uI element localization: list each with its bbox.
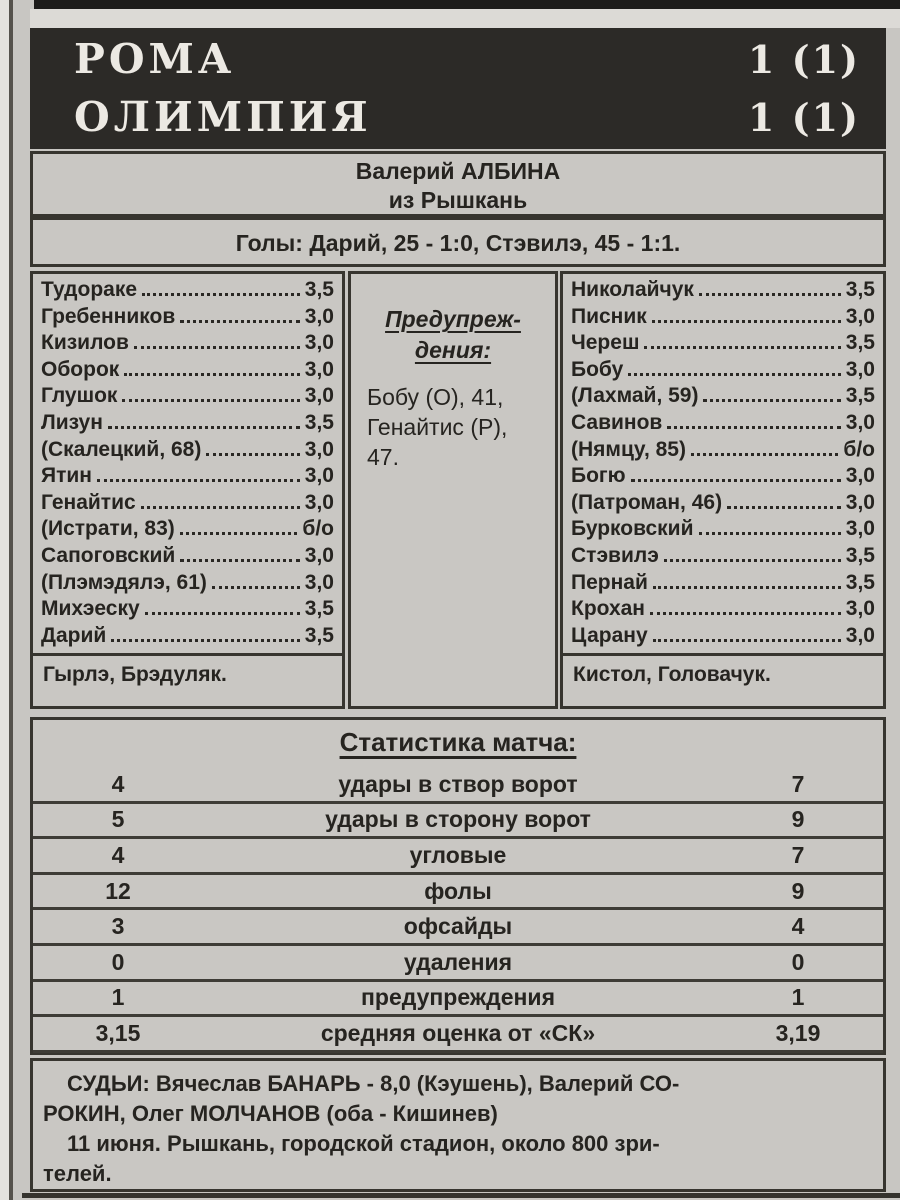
player-name: Крохан [571,597,645,621]
warnings-title-line1: Предупреж- [385,306,521,332]
away-stat-value: 1 [791,984,805,1011]
away-players-column [560,271,886,709]
player-row [571,624,875,651]
away-score-row [30,88,886,146]
reporter-name: Валерий АЛБИНА [355,158,561,184]
warning-line: Генайтис (Р), [367,414,508,440]
home-stat-value: 5 [111,806,125,833]
dotted-leader [667,426,840,429]
player-row [41,571,334,598]
home-players-column [30,271,345,709]
player-name: Череш [571,331,640,355]
player-name: Богю [571,464,626,488]
player-rating: 3,0 [845,517,875,541]
dotted-leader [703,399,840,402]
page-left-gutter [0,0,9,1200]
player-rating: б/о [302,517,334,541]
player-row [41,411,334,438]
player-name: (Лахмай, 59) [571,384,699,408]
player-rating: 3,5 [304,623,334,647]
player-name: Бурковский [571,517,694,541]
player-rating: б/о [843,437,875,461]
player-row [571,278,875,305]
away-stat-value: 4 [791,913,805,940]
player-row [571,464,875,491]
player-row [571,305,875,332]
home-stat-value: 12 [105,877,131,904]
top-gap [30,9,900,28]
bottom-rule [22,1193,900,1198]
player-row [571,544,875,571]
dotted-leader [653,586,841,589]
stat-label: средняя оценка от «СК» [320,1019,596,1046]
stat-label: удаления [403,948,513,975]
player-name: Писник [571,304,647,328]
player-row [571,358,875,385]
statistic-row [33,804,883,840]
warnings-title-line2: дения: [414,337,492,363]
statistic-row [33,768,883,804]
referees-and-venue [30,1058,886,1192]
dotted-leader [206,453,299,456]
dotted-leader [141,506,300,509]
dotted-leader [180,532,298,535]
dotted-leader [664,559,841,562]
away-stat-value: 0 [791,948,805,975]
home-reserves: Гырлэ, Брэдуляк. [43,663,227,687]
dotted-leader [180,559,299,562]
player-name: Сапоговский [41,543,176,567]
dotted-leader [97,479,300,482]
reporter-band [30,151,886,217]
player-rating: 3,0 [845,623,875,647]
stat-label: фолы [424,877,492,904]
player-rating: 3,0 [304,331,334,355]
player-rating: 3,0 [304,437,334,461]
home-score-row [30,30,886,88]
away-team-score: 1 (1) [747,94,860,140]
stat-label: удары в сторону ворот [325,806,591,833]
player-rating: 3,5 [845,278,875,301]
away-stat-value: 7 [791,841,805,868]
statistics-rows [33,768,883,1053]
player-name: Лизун [41,410,103,434]
home-team-name: РОМА [74,35,236,83]
top-black-rule [34,0,900,9]
match-score-header [30,28,886,149]
player-rating: 3,0 [845,597,875,621]
player-row [571,411,875,438]
player-rating: 3,0 [304,543,334,567]
player-name: Дарий [41,623,107,647]
warnings-title [359,304,547,366]
dotted-leader [650,612,841,615]
away-reserves: Кистол, Головачук. [573,663,771,687]
home-team-score: 1 (1) [747,36,860,82]
dotted-leader [108,426,300,429]
player-rating: 3,5 [845,570,875,594]
player-row [571,491,875,518]
dotted-leader [652,320,841,323]
player-name: Генайтис [41,490,136,514]
dotted-leader [134,346,300,349]
player-rating: 3,0 [304,304,334,328]
player-rating: 3,5 [845,331,875,355]
home-stat-value: 0 [111,948,125,975]
player-rating: 3,0 [304,384,334,408]
player-name: Оборок [41,357,120,381]
statistic-row [33,875,883,911]
match-statistics [30,717,886,1055]
dotted-leader [124,373,299,376]
dotted-leader [628,373,841,376]
away-stat-value: 9 [791,877,805,904]
column-rule [9,0,13,1200]
home-stat-value: 1 [111,984,125,1011]
player-name: Тудораке [41,278,138,301]
player-rating: 3,0 [304,357,334,381]
player-name: Бобу [571,357,624,381]
statistic-row [33,839,883,875]
player-rating: 3,5 [304,597,334,621]
player-row [41,384,334,411]
player-name: Ятин [41,464,92,488]
away-stat-value: 3,19 [775,1019,821,1046]
player-row [41,597,334,624]
player-rating: 3,0 [304,490,334,514]
player-name: (Нямцу, 85) [571,437,686,461]
player-rating: 3,5 [845,384,875,408]
dotted-leader [145,612,300,615]
dotted-leader [111,639,300,642]
player-row [41,624,334,651]
player-name: Николайчук [571,278,694,301]
player-name: (Патроман, 46) [571,490,723,514]
player-row [41,517,334,544]
player-name: Савинов [571,410,663,434]
player-row [571,517,875,544]
warning-line: 47. [367,444,399,470]
player-name: Царану [571,623,648,647]
referees-line: РОКИН, Олег МОЛЧАНОВ (оба - Кишинев) [43,1101,498,1126]
dotted-leader [142,293,300,296]
player-name: (Скалецкий, 68) [41,437,202,461]
statistic-row [33,946,883,982]
player-rating: 3,0 [845,304,875,328]
away-team-name: ОЛИМПИЯ [74,93,372,141]
venue-line: 11 июня. Рышкань, городской стадион, около 800 зри- [67,1131,660,1156]
player-name: Кизилов [41,331,129,355]
player-row [41,278,334,305]
player-row [571,571,875,598]
player-rating: 3,0 [845,410,875,434]
player-rating: 3,0 [845,464,875,488]
player-row [41,438,334,465]
player-rating: 3,5 [304,410,334,434]
away-stat-value: 9 [791,806,805,833]
goals-line: Голы: Дарий, 25 - 1:0, Стэвилэ, 45 - 1:1. [235,230,681,256]
home-player-list [41,278,334,650]
player-name: Стэвилэ [571,543,659,567]
player-rating: 3,0 [304,464,334,488]
dotted-leader [727,506,841,509]
player-row [41,544,334,571]
dotted-leader [122,399,299,402]
home-stat-value: 4 [111,841,125,868]
stat-label: предупреждения [361,984,555,1011]
player-row [41,464,334,491]
dotted-leader [631,479,841,482]
player-row [571,597,875,624]
player-name: (Плэмэдялэ, 61) [41,570,207,594]
player-rating: 3,5 [304,278,334,301]
player-rating: 3,5 [845,543,875,567]
goals-band [30,217,886,267]
dotted-leader [691,453,838,456]
home-stat-value: 3 [111,913,125,940]
player-name: (Истрати, 83) [41,517,175,541]
player-row [571,384,875,411]
player-row [41,358,334,385]
player-rating: 3,0 [845,357,875,381]
stat-label: угловые [409,841,507,868]
venue-line: телей. [43,1161,112,1186]
warning-line: Бобу (О), 41, [367,384,504,410]
player-name: Михэеску [41,597,140,621]
player-rating: 3,0 [304,570,334,594]
dotted-leader [699,293,841,296]
away-player-list [571,278,875,650]
player-row [41,331,334,358]
player-row [571,331,875,358]
dotted-leader [699,532,841,535]
statistic-row [33,1017,883,1053]
warnings-body [359,366,547,472]
dotted-leader [212,586,300,589]
referees-line: СУДЬИ: Вячеслав БАНАРЬ - 8,0 (Кэушень), Валерий СО- [67,1071,680,1096]
dotted-leader [644,346,840,349]
player-name: Пернай [571,570,648,594]
statistics-title: Статистика матча: [339,727,577,757]
away-stat-value: 7 [791,770,805,797]
player-row [571,438,875,465]
player-name: Глушок [41,384,118,408]
player-row [41,491,334,518]
statistic-row [33,910,883,946]
player-row [41,305,334,332]
player-rating: 3,0 [845,490,875,514]
stat-label: удары в створ ворот [338,770,578,797]
player-name: Гребенников [41,304,176,328]
reporter-location: из Рышкань [388,187,528,213]
stat-label: офсайды [403,913,513,940]
home-stat-value: 4 [111,770,125,797]
home-stat-value: 3,15 [95,1019,141,1046]
warnings-column [348,271,558,709]
dotted-leader [653,639,841,642]
dotted-leader [180,320,300,323]
statistic-row [33,982,883,1018]
